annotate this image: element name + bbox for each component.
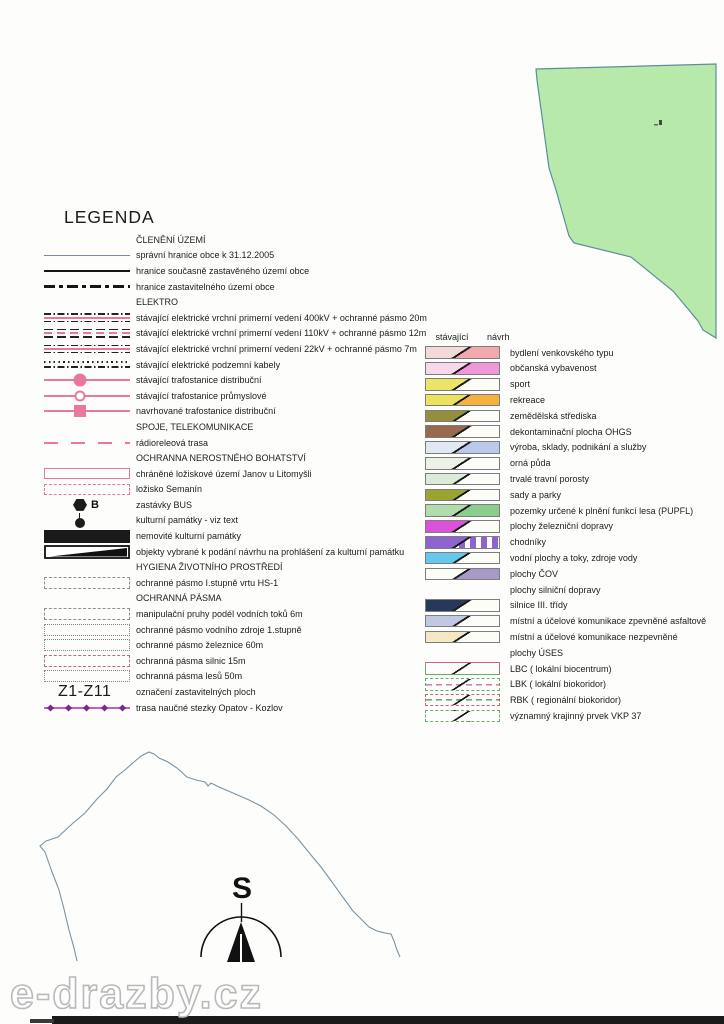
developable-boundary-line bbox=[44, 285, 130, 287]
road-protection-rect bbox=[44, 655, 130, 667]
landuse-row bbox=[425, 534, 721, 550]
legend-label: stávající elektrické vrchní primerní vedení 22kV + ochranné pásmo 7m bbox=[136, 343, 417, 354]
landuse-label: LBK ( lokální biokoridor) bbox=[510, 679, 607, 690]
landuse-section-header: plochy ÚSES bbox=[510, 647, 564, 658]
legend-section-header-row bbox=[44, 591, 464, 607]
power-line bbox=[44, 348, 130, 350]
legend-label: navrhované trafostanice distribuční bbox=[136, 406, 276, 417]
legend-section-header: OCHRANNA NEROSTNÉHO BOHATSTVÍ bbox=[136, 453, 306, 464]
column-header-proposal: návrh bbox=[487, 331, 510, 342]
right-legend-column bbox=[425, 329, 721, 724]
trail-marker-icon bbox=[101, 704, 108, 711]
legend-row bbox=[44, 700, 464, 716]
landuse-row bbox=[425, 424, 721, 440]
legend-row bbox=[44, 372, 464, 388]
legend-row bbox=[44, 669, 464, 685]
landuse-row bbox=[425, 345, 721, 361]
legend-symbol-rect-black bbox=[44, 528, 130, 544]
legend-label: označení zastavitelných ploch bbox=[136, 687, 256, 698]
legend-section-header: HYGIENA ŽIVOTNÍHO PROSTŘEDÍ bbox=[136, 562, 283, 573]
legend-row bbox=[44, 248, 464, 264]
landuse-row bbox=[425, 613, 721, 629]
legend-row bbox=[44, 466, 464, 482]
legend-row bbox=[44, 435, 464, 451]
legend-symbol-header bbox=[44, 419, 130, 435]
legend-label: ochranné pásmo I.stupně vrtu HS-1 bbox=[136, 577, 279, 588]
legend-label: zastávky BUS bbox=[136, 499, 193, 510]
landuse-row bbox=[425, 661, 721, 677]
landuse-label: místní a účelové komunikace zpevněné asfaltově bbox=[510, 616, 707, 627]
legend-row bbox=[44, 684, 464, 700]
landuse-label: pozemky určené k plnění funkcí lesa (PUPFL) bbox=[510, 505, 694, 516]
legend-symbol-rect-pink-dashdot bbox=[44, 653, 130, 669]
power-line bbox=[44, 395, 130, 397]
protection-zone-rect-dotted bbox=[44, 670, 130, 682]
legend-row bbox=[44, 357, 464, 373]
landuse-swatch-uses-rbk bbox=[425, 694, 500, 707]
trail-marker-icon bbox=[83, 704, 90, 711]
landuse-swatch-split bbox=[425, 441, 500, 454]
trail-marker-icon bbox=[47, 704, 54, 711]
landuse-label: významný krajinný prvek VKP 37 bbox=[510, 711, 642, 722]
landuse-label: dekontaminační plocha OHGS bbox=[510, 426, 632, 437]
legend-symbol-header bbox=[44, 591, 130, 607]
legend-row bbox=[44, 388, 464, 404]
landuse-swatch-split bbox=[425, 457, 500, 470]
admin-boundary-line bbox=[44, 255, 130, 256]
substation-filled-circle-icon bbox=[74, 374, 87, 387]
landuse-row bbox=[425, 629, 721, 645]
landuse-label: chodníky bbox=[510, 537, 547, 548]
landuse-row bbox=[425, 408, 721, 424]
legend-symbol-hv-solid bbox=[44, 341, 130, 357]
compass-north-letter: S bbox=[231, 872, 252, 905]
landuse-swatch-split bbox=[425, 520, 500, 533]
watermark-text: e-drazby.cz bbox=[10, 970, 263, 1018]
legend-row bbox=[44, 606, 464, 622]
zone-code-label: Z1-Z11 bbox=[58, 683, 112, 701]
legend-symbol-header bbox=[44, 294, 130, 310]
legend-label: ochranná pásma silnic 15m bbox=[136, 655, 246, 666]
deposit-area-rect-dashed bbox=[44, 484, 130, 495]
landuse-swatch-uses-vkp bbox=[425, 710, 500, 723]
legend-section-header-row bbox=[44, 294, 464, 310]
landuse-label: silnice III. třídy bbox=[510, 600, 568, 611]
landuse-row bbox=[425, 598, 721, 614]
radio-relay-line bbox=[44, 442, 130, 444]
landuse-swatch-header bbox=[425, 583, 500, 596]
landuse-swatch-split bbox=[425, 552, 500, 565]
landuse-label: plochy ČOV bbox=[510, 568, 559, 579]
left-legend-column bbox=[44, 232, 464, 715]
landuse-swatch-split bbox=[425, 504, 500, 517]
landuse-swatch-split bbox=[425, 599, 500, 612]
landuse-label: RBK ( regionální biokoridor) bbox=[510, 695, 622, 706]
deposit-area-rect bbox=[44, 468, 130, 479]
legend-row bbox=[44, 653, 464, 669]
landuse-label: sady a parky bbox=[510, 489, 562, 500]
legend-symbol-rect-gray-dot bbox=[44, 622, 130, 638]
legend-symbol-trail bbox=[44, 700, 130, 716]
landuse-section-header-row bbox=[425, 582, 721, 598]
landuse-swatch-split bbox=[425, 631, 500, 644]
legend-section-header-row bbox=[44, 559, 464, 575]
landuse-swatch-split bbox=[425, 425, 500, 438]
legend-label: správní hranice obce k 31.12.2005 bbox=[136, 250, 275, 261]
builtup-boundary-line bbox=[44, 270, 130, 272]
legend-symbol-hv-dash bbox=[44, 326, 130, 342]
legend-label: ochranná pásma lesů 50m bbox=[136, 671, 243, 682]
protection-zone-rect-dashed bbox=[44, 608, 130, 620]
protection-zone-line bbox=[44, 313, 130, 314]
landuse-row bbox=[425, 708, 721, 724]
landuse-section-header-row bbox=[425, 645, 721, 661]
legend-row bbox=[44, 622, 464, 638]
protection-zone-rect-dashed bbox=[44, 577, 130, 589]
legend-row bbox=[44, 575, 464, 591]
legend-symbol-line-black bbox=[44, 263, 130, 279]
monument-circle-icon bbox=[75, 518, 85, 528]
landuse-row bbox=[425, 519, 721, 535]
landuse-row bbox=[425, 455, 721, 471]
legend-row bbox=[44, 513, 464, 529]
legend-row bbox=[44, 544, 464, 560]
legend-label: stávající elektrické vrchní primerní vedení 110kV + ochranné pásmo 12m bbox=[136, 328, 427, 339]
protection-zone-line bbox=[44, 329, 130, 330]
landuse-swatch-split bbox=[425, 615, 500, 628]
landuse-label: sport bbox=[510, 379, 531, 390]
protection-zone-line bbox=[44, 321, 130, 322]
legend-label: trasa naučné stezky Opatov - Kozlov bbox=[136, 702, 283, 713]
legend-label: nemovité kulturní památky bbox=[136, 531, 242, 542]
legend-section-header: OCHRANNÁ PÁSMA bbox=[136, 593, 222, 604]
bus-stop-hexagon-icon bbox=[73, 499, 87, 511]
landuse-label: trvalé travní porosty bbox=[510, 474, 590, 485]
landuse-row bbox=[425, 550, 721, 566]
landuse-row bbox=[425, 487, 721, 503]
legend-symbol-rect-gray-dot bbox=[44, 637, 130, 653]
legend-symbol-trafo-open bbox=[44, 388, 130, 404]
landuse-section-header: plochy silniční dopravy bbox=[510, 584, 601, 595]
legend-label: ochranné pásmo vodního zdroje 1.stupně bbox=[136, 624, 302, 635]
underground-cable-line bbox=[44, 366, 130, 368]
legend-label: stávající elektrické podzemní kabely bbox=[136, 359, 281, 370]
legend-row bbox=[44, 279, 464, 295]
power-line bbox=[44, 317, 130, 319]
protection-zone-rect-dotted bbox=[44, 639, 130, 651]
landuse-swatch-split bbox=[425, 378, 500, 391]
landuse-row bbox=[425, 471, 721, 487]
legend-symbol-cable bbox=[44, 357, 130, 373]
compass-rose bbox=[201, 903, 281, 962]
landuse-row bbox=[425, 503, 721, 519]
legend-label: ložisko Semanín bbox=[136, 484, 203, 495]
legend-symbol-dash-pink bbox=[44, 435, 130, 451]
legend-label: stávající trafostanice distribuční bbox=[136, 375, 262, 386]
legend-symbol-rect-pink bbox=[44, 466, 130, 482]
legend-row bbox=[44, 482, 464, 498]
landuse-label: vodní plochy a toky, zdroje vody bbox=[510, 553, 638, 564]
landuse-label: rekreace bbox=[510, 395, 546, 406]
legend-section-header: SPOJE, TELEKOMUNIKACE bbox=[136, 421, 254, 432]
legend-row bbox=[44, 497, 464, 513]
substation-square-icon bbox=[74, 405, 86, 417]
landuse-label: plochy železniční dopravy bbox=[510, 521, 614, 532]
landuse-label: občanská vybavenost bbox=[510, 363, 597, 374]
trail-marker-icon bbox=[119, 704, 126, 711]
landuse-row bbox=[425, 392, 721, 408]
legend-row bbox=[44, 326, 464, 342]
protection-zone-line bbox=[44, 345, 130, 346]
landuse-swatch-split bbox=[425, 489, 500, 502]
legend-row bbox=[44, 404, 464, 420]
landuse-swatch-split-striped bbox=[425, 536, 500, 549]
landuse-swatch-split bbox=[425, 394, 500, 407]
legend-symbol-trafo-filled bbox=[44, 372, 130, 388]
legend-symbol-hv-solid bbox=[44, 310, 130, 326]
bus-stop-letter: B bbox=[91, 498, 99, 511]
landuse-row bbox=[425, 361, 721, 377]
landuse-swatch-split bbox=[425, 346, 500, 359]
landuse-row bbox=[425, 692, 721, 708]
legend-label: kulturní památky - viz text bbox=[136, 515, 239, 526]
bus-stop-symbol bbox=[73, 499, 130, 511]
landuse-label: zemědělská střediska bbox=[510, 410, 597, 421]
legend-symbol-header bbox=[44, 450, 130, 466]
landuse-label: orná půda bbox=[510, 458, 551, 469]
legend-label: chráněné ložiskové území Janov u Litomyšli bbox=[136, 468, 312, 479]
legend-section-header-row bbox=[44, 419, 464, 435]
legend-label: hranice zastavitelného území obce bbox=[136, 281, 275, 292]
legend-section-header-row bbox=[44, 232, 464, 248]
legend-row bbox=[44, 263, 464, 279]
column-header-existing: stávající bbox=[435, 331, 469, 342]
legend-row bbox=[44, 528, 464, 544]
legend-symbol-rect-gray-dash bbox=[44, 606, 130, 622]
legend-symbol-bus bbox=[44, 497, 130, 513]
legend-label: hranice současně zastavěného území obce bbox=[136, 265, 310, 276]
legend-symbol-dash-black bbox=[44, 279, 130, 295]
legend-section-header: ELEKTRO bbox=[136, 297, 179, 308]
landuse-row bbox=[425, 677, 721, 693]
legend-symbol-line-blue bbox=[44, 248, 130, 264]
legend-label: stávající elektrické vrchní primerní vedení 400kV + ochranné pásmo 20m bbox=[136, 312, 427, 323]
landuse-row bbox=[425, 440, 721, 456]
power-line bbox=[44, 379, 130, 381]
page-title: LEGENDA bbox=[64, 207, 155, 227]
landuse-label: bydlení venkovského typu bbox=[510, 347, 614, 358]
legend-symbol-rect-gray-dash bbox=[44, 575, 130, 591]
legend-row bbox=[44, 637, 464, 653]
map-outline-ridge bbox=[46, 752, 400, 957]
landuse-row bbox=[425, 376, 721, 392]
municipality-area-polygon bbox=[536, 64, 716, 338]
legend-label: objekty vybrané k podání návrhu na prohlášení za kulturní památku bbox=[136, 546, 405, 557]
legend-section-header: ČLENĚNÍ ÚZEMÍ bbox=[136, 234, 206, 245]
landuse-swatch-split bbox=[425, 568, 500, 581]
legend-label: rádioreleová trasa bbox=[136, 437, 209, 448]
legend-symbol-rect-gray-dot bbox=[44, 669, 130, 685]
landuse-swatch-uses-lbk bbox=[425, 678, 500, 691]
legend-symbol-monument bbox=[44, 513, 130, 529]
protection-zone-rect-dotted bbox=[44, 624, 130, 636]
scan-edge-taper bbox=[30, 1019, 54, 1023]
map-outline-left-branch bbox=[40, 841, 77, 961]
landuse-label: místní a účelové komunikace nezpevněné bbox=[510, 632, 678, 643]
landuse-row bbox=[425, 566, 721, 582]
power-line-dashed bbox=[44, 332, 130, 334]
legend-label: ochranné pásmo železnice 60m bbox=[136, 640, 264, 651]
trail-marker-icon bbox=[65, 704, 72, 711]
power-line bbox=[44, 410, 130, 412]
landuse-swatch-uses-lbc bbox=[425, 662, 500, 675]
legend-row bbox=[44, 341, 464, 357]
underground-cable-dots bbox=[44, 361, 130, 363]
legend-symbol-header bbox=[44, 559, 130, 575]
legend-label: manipulační pruhy podél vodních toků 6m bbox=[136, 609, 303, 620]
legend-symbol-z-label bbox=[44, 684, 130, 700]
landuse-swatch-split bbox=[425, 410, 500, 423]
protection-zone-line bbox=[44, 336, 130, 337]
legend-section-header-row bbox=[44, 450, 464, 466]
landuse-swatch-split bbox=[425, 473, 500, 486]
landuse-swatch-split bbox=[425, 362, 500, 375]
landuse-swatch-header bbox=[425, 647, 500, 660]
right-legend-column-headers bbox=[425, 329, 721, 345]
substation-open-circle-icon bbox=[75, 390, 86, 401]
legend-symbol-rect-pink-dash bbox=[44, 482, 130, 498]
immovable-monument-rect bbox=[44, 530, 130, 543]
legend-row bbox=[44, 310, 464, 326]
legend-symbol-trafo-square bbox=[44, 404, 130, 420]
landuse-label: LBC ( lokální biocentrum) bbox=[510, 663, 612, 674]
legend-symbol-header bbox=[44, 232, 130, 248]
legend-symbol-wedge bbox=[44, 544, 130, 560]
landuse-label: výroba, sklady, podnikání a služby bbox=[510, 442, 647, 453]
proposed-monument-symbol bbox=[44, 545, 130, 559]
protection-zone-line bbox=[44, 352, 130, 353]
legend-label: stávající trafostanice průmyslové bbox=[136, 390, 267, 401]
